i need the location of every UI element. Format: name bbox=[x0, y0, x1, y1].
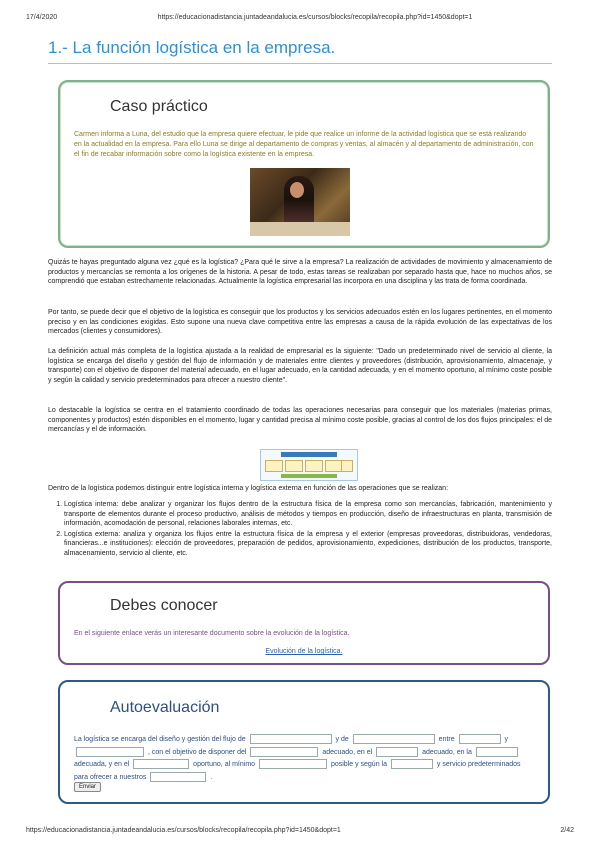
quiz-fragment: oportuno, al mínimo bbox=[193, 761, 256, 768]
blank-input-8[interactable] bbox=[133, 759, 189, 769]
woman-phone-photo bbox=[250, 168, 350, 236]
quiz-fragment: entre bbox=[438, 736, 455, 743]
page-title: 1.- La función logística en la empresa. bbox=[48, 38, 336, 57]
blank-input-5[interactable] bbox=[250, 747, 318, 757]
evolution-link[interactable]: Evolución de la logística. bbox=[265, 648, 343, 655]
blank-input-9[interactable] bbox=[259, 759, 327, 769]
diagram-goods-bar bbox=[281, 474, 337, 478]
title-divider bbox=[48, 63, 552, 64]
page-number: 2/42 bbox=[560, 827, 574, 834]
quiz-fragment: y servicio predeterminados para ofrecer a nuestros bbox=[74, 761, 521, 781]
diagram-node bbox=[341, 460, 353, 472]
paragraph-1: Quizás te hayas preguntado alguna vez ¿qué es la logística? ¿Para qué le sirve a la empresa? La realización de actividades de movimiento y almacenamiento de productos y mercancías se remonta a los orígenes de la historia. A pesar de todo, estas tareas se realizaban por separado hasta que, hace no muchos años, se comprendió que estaban estrechamente relacionadas. Actualmente la logística empresarial las incorpora en una disciplina y las trata de forma coordinada. bbox=[48, 259, 552, 285]
case-study-box bbox=[58, 80, 550, 248]
types-list-wrap bbox=[48, 500, 552, 559]
blank-input-2[interactable] bbox=[353, 734, 435, 744]
diagram-info-bar bbox=[281, 452, 337, 457]
blank-input-7[interactable] bbox=[476, 747, 518, 757]
self-assessment-box bbox=[58, 680, 550, 804]
send-button[interactable]: Enviar bbox=[74, 782, 101, 792]
quiz-fragment: adecuado, en la bbox=[422, 748, 472, 756]
footer-url: https://educacionadistancia.juntadeandalucia.es/cursos/blocks/recopila/recopila.php?id=1450&dopt=1 bbox=[26, 827, 341, 834]
fill-blanks-text bbox=[74, 734, 534, 784]
print-header bbox=[26, 14, 574, 21]
blank-input-6[interactable] bbox=[376, 747, 418, 757]
print-url: https://educacionadistancia.juntadeandalucia.es/cursos/blocks/recopila/recopila.php?id=1450&dopt=1 bbox=[157, 14, 473, 21]
logistics-flow-diagram bbox=[260, 449, 358, 481]
quiz-fragment: , con el objetivo de disponer del bbox=[147, 748, 247, 756]
diagram-node bbox=[265, 460, 283, 472]
diagram-node bbox=[305, 460, 323, 472]
case-study-text: Carmen informa a Luna, del estudio que la empresa quiere efectuar, le pide que realice un informe de la actividad logística que se está realizando en la actualidad en la empresa. Para ello Luna se dirige al departamento de compras y ventas, al almacén y al departamento de administración, con el fin de recabar información sobre como la logística existente en la empresa. bbox=[74, 131, 534, 158]
photo-face bbox=[290, 182, 304, 198]
blank-input-1[interactable] bbox=[250, 734, 332, 744]
must-know-box bbox=[58, 581, 550, 665]
quiz-fragment: adecuada, y en el bbox=[74, 761, 130, 768]
quiz-fragment: y bbox=[504, 736, 509, 743]
quiz-fragment: adecuado, en el bbox=[322, 748, 373, 756]
diagram-node bbox=[285, 460, 303, 472]
quiz-fragment: posible y según la bbox=[330, 761, 387, 768]
paragraph-3: La definición actual más completa de la logística ajustada a la realidad de empresarial es la siguiente: "Dado un predeterminado nivel de servicio al cliente, la logística se encarga del diseño y gestión del flujo de información y de materiales entre clientes y proveedores (distribución, aprovisionamiento, almacenaje, y transporte) con el objetivo de disponer del material adecuado, en el lugar adecuado, en la cantidad adecuada, y en el momento oportuno, al mínimo coste posible y según la calidad y servicio predeterminados para ofrecer a nuestro cliente". bbox=[48, 348, 552, 384]
photo-desk bbox=[250, 222, 350, 236]
self-assessment-title: Autoevaluación bbox=[110, 699, 220, 716]
must-know-text: En el siguiente enlace verás un interesante documento sobre la evolución de la logística. bbox=[74, 630, 350, 637]
list-item: 2. Logística externa: analiza y organiza los flujos entre la estructura física de la empresa y el exterior (empresas proveedoras, distribuidoras, vendedoras, financieras...e instituciones): elección de proveedores, preparación de pedidos, aprovisionamiento, expediciones, distribución de los productos, transporte, almacenamiento, servicio al cliente, etc. bbox=[64, 530, 552, 559]
blank-input-4[interactable] bbox=[76, 747, 144, 757]
case-study-title: Caso práctico bbox=[110, 98, 208, 115]
logistics-types-list bbox=[48, 500, 552, 558]
blank-input-3[interactable] bbox=[459, 734, 501, 744]
list-item: 1. Logística interna: debe analizar y organizar los flujos dentro de la estructura física de la empresa como son mercancías, fabricación, mantenimiento y transporte de elementos durante el proceso productivo, análisis de métodos y tiempos en producción, diseño de infraestructuras en planta, transmisión de información, acomodación de personal, relaciones laborales internas, etc. bbox=[64, 500, 552, 529]
quiz-fragment: y de bbox=[335, 736, 349, 743]
blank-input-11[interactable] bbox=[150, 772, 206, 782]
print-date: 17/4/2020 bbox=[26, 14, 58, 21]
quiz-fragment: La logística se encarga del diseño y gestión del flujo de bbox=[74, 736, 246, 743]
quiz-fragment: . bbox=[210, 773, 213, 781]
must-know-title: Debes conocer bbox=[110, 597, 218, 614]
paragraph-2: Por tanto, se puede decir que el objetivo de la logística es conseguir que los productos y los servicios adecuados estén en los lugares pertinentes, en el momento preciso y en las condiciones exigidas. Esto supone una nueva clave competitiva entre las empresas a causa de la rápida evolución de las expectativas de los mercados (clientes y consumidores). bbox=[48, 309, 552, 335]
print-footer bbox=[26, 827, 574, 834]
types-intro: Dentro de la logística podemos distinguir entre logística interna y logística externa en función de las operaciones que se realizan: bbox=[48, 485, 449, 492]
paragraph-4: Lo destacable la logística se centra en el tratamiento coordinado de todas las operaciones necesarias para conseguir que los materiales (materias primas, componentes y productos) estén disponibles en el momento, lugar y cantidad precisa al mínimo coste posible, gracias al control de los dos flujos principales: el de mercancías y el de información. bbox=[48, 407, 552, 433]
blank-input-10[interactable] bbox=[391, 759, 433, 769]
